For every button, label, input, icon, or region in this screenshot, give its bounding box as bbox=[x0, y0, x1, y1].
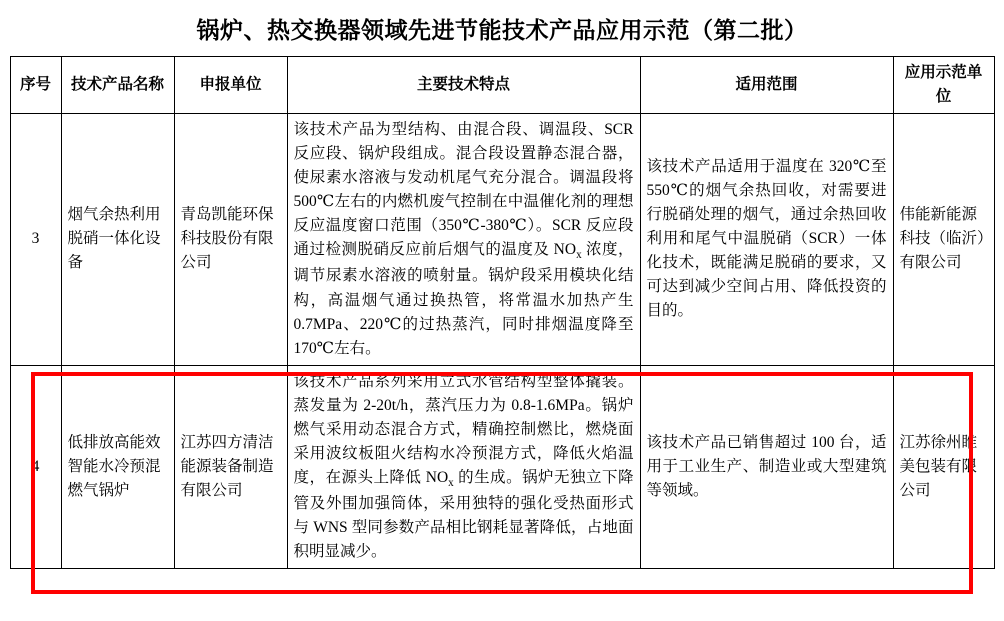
cell-main-features: 该技术产品为型结构、由混合段、调温段、SCR 反应段、锅炉段组成。混合段设置静态混合器，使尿素水溶液与发动机尾气充分混合。调温段将 500℃左右的内燃机废气控制在中温催化剂的理想反应温度窗口范围（350℃-380℃）。SCR 反应段通过检测脱硝反应前后烟气的温度及 $NO_x$ 浓度，调节尿素水溶液的喷射量。锅炉段采用模块化结构，高温烟气通过换热管，将常温水加热产生 0.7MPa、220℃的过热蒸汽，同时排烟温度降至 170℃左右。 bbox=[287, 114, 640, 366]
column-header-main-features: 主要技术特点 bbox=[287, 57, 640, 114]
column-header-seq: 序号 bbox=[10, 57, 61, 114]
cell-applicant-unit: 江苏四方清洁能源装备制造有限公司 bbox=[174, 365, 287, 568]
cell-seq: 4 bbox=[10, 365, 61, 568]
table-header-row bbox=[10, 57, 994, 114]
column-header-applicant-unit: 申报单位 bbox=[174, 57, 287, 114]
cell-main-features: 该技术产品系列采用立式水管结构型整体撬装。蒸发量为 2-20t/h，蒸汽压力为 0.8-1.6MPa。锅炉燃气采用动态混合方式，精确控制燃比，燃烧面采用波纹板阻火结构水冷预混方式，降低火焰温度，在源头上降低 $NO_x$ 的生成。锅炉无独立下降管及外围加强筒体，采用独特的强化受热面形式与 WNS 型同参数产品相比钢耗显著降低，占地面积明显减少。 bbox=[287, 365, 640, 568]
table-body bbox=[10, 114, 994, 569]
cell-demo-unit: 伟能新能源科技（临沂）有限公司 bbox=[893, 114, 994, 366]
column-header-scope: 适用范围 bbox=[640, 57, 893, 114]
table-row bbox=[10, 365, 994, 568]
cell-seq: 3 bbox=[10, 114, 61, 366]
page-title: 锅炉、热交换器领域先进节能技术产品应用示范（第二批） bbox=[196, 17, 808, 43]
column-header-product-name: 技术产品名称 bbox=[61, 57, 174, 114]
cell-demo-unit: 江苏徐州睢美包装有限公司 bbox=[893, 365, 994, 568]
cell-product-name: 烟气余热利用脱硝一体化设备 bbox=[61, 114, 174, 366]
technology-products-table bbox=[10, 56, 995, 569]
cell-scope: 该技术产品适用于温度在 320℃至 550℃的烟气余热回收，对需要进行脱硝处理的烟气，通过余热回收利用和尾气中温脱硝（SCR）一体化技术，既能满足脱硝的要求，又可达到减少空间占用、降低投资的目的。 bbox=[640, 114, 893, 366]
table-header bbox=[10, 57, 994, 114]
cell-scope: 该技术产品已销售超过 100 台，适用于工业生产、制造业或大型建筑等领域。 bbox=[640, 365, 893, 568]
table-row bbox=[10, 114, 994, 366]
cell-applicant-unit: 青岛凯能环保科技股份有限公司 bbox=[174, 114, 287, 366]
cell-product-name: 低排放高能效智能水冷预混燃气锅炉 bbox=[61, 365, 174, 568]
column-header-demo-unit: 应用示范单位 bbox=[893, 57, 994, 114]
